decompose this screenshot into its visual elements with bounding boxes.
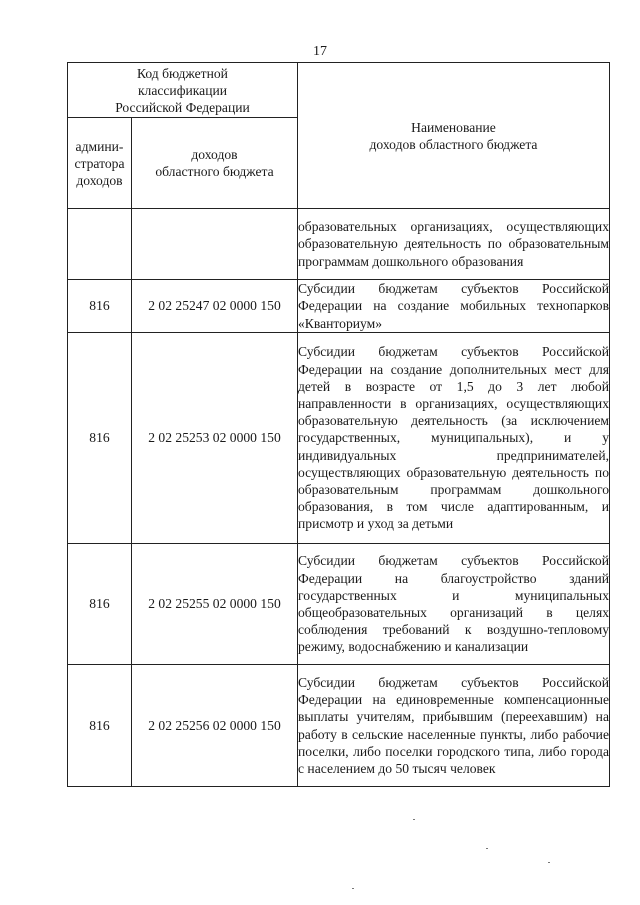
header-classification-group (68, 63, 298, 118)
header-income-line: доходов (191, 147, 238, 162)
scan-speck (413, 819, 415, 820)
header-income-name (298, 63, 610, 209)
income-code-cell: 2 02 25256 02 0000 150 (132, 665, 298, 787)
income-code-cell: 2 02 25247 02 0000 150 (132, 280, 298, 333)
income-code-cell: 2 02 25255 02 0000 150 (132, 544, 298, 665)
header-administrator (68, 118, 132, 209)
income-description-cell: Субсидии бюджетам субъектов Российской Федерации на создание мобильных технопарков «Кванториум» (298, 281, 609, 331)
admin-code-cell: 816 (68, 665, 132, 787)
income-code-cell (132, 209, 298, 280)
header-admin-line: стратора (74, 155, 125, 171)
admin-code-cell: 816 (68, 544, 132, 665)
admin-code-cell: 816 (68, 333, 132, 544)
header-regional-income (132, 118, 298, 209)
header-name-line: доходов областного бюджета (369, 136, 538, 152)
scan-speck (352, 888, 354, 889)
header-name-line: Наименование (411, 119, 496, 135)
header-admin-line: админи- (75, 138, 124, 154)
header-admin-line: доходов (76, 172, 123, 188)
admin-code-cell (68, 209, 132, 280)
table-row (68, 544, 610, 665)
header-group-line: Код бюджетной (137, 65, 228, 81)
budget-classification-table (67, 62, 610, 787)
scan-speck (486, 848, 488, 849)
scan-speck (548, 862, 550, 863)
table-row (68, 665, 610, 787)
table-row-continuation (68, 209, 610, 280)
table-header-row (68, 63, 610, 118)
income-code-cell: 2 02 25253 02 0000 150 (132, 333, 298, 544)
header-group-line: Российской Федерации (115, 99, 250, 115)
table-row (68, 333, 610, 544)
income-description-cell: Субсидии бюджетам субъектов Российской Федерации на создание дополнительных мест для детей в возрасте от 1,5 до 3 лет любой направленности в организациях, осуществляющих образовательную деятельность (за исключением государственных, муниципальных), и у индивидуальных предпринимателей, осуществляющих образовательную деятельность по образовательным программам дошкольного образования, в том числе адаптированным, и присмотр и уход за детьми (298, 333, 610, 544)
income-description-cell: Субсидии бюджетам субъектов Российской Федерации на единовременные компенсационные выплаты учителям, прибывшим (переехавшим) на работу в сельские населенные пункты, либо рабочие поселки, либо поселки городского типа, либо города с населением до 50 тысяч человек (298, 665, 610, 787)
admin-code-cell: 816 (68, 280, 132, 333)
header-income-line: областного бюджета (155, 164, 274, 179)
income-description-cell: Субсидии бюджетам субъектов Российской Федерации на благоустройство зданий государственных и муниципальных общеобразовательных организаций в целях соблюдения требований к воздушно-тепловому режиму, водоснабжению и канализации (298, 544, 610, 665)
header-group-line: классификации (137, 82, 228, 98)
table-row (68, 280, 610, 333)
page-number: 17 (313, 44, 327, 59)
income-description-cell: образовательных организациях, осуществляющих образовательную деятельность по образовательным программам дошкольного образования (298, 209, 610, 280)
